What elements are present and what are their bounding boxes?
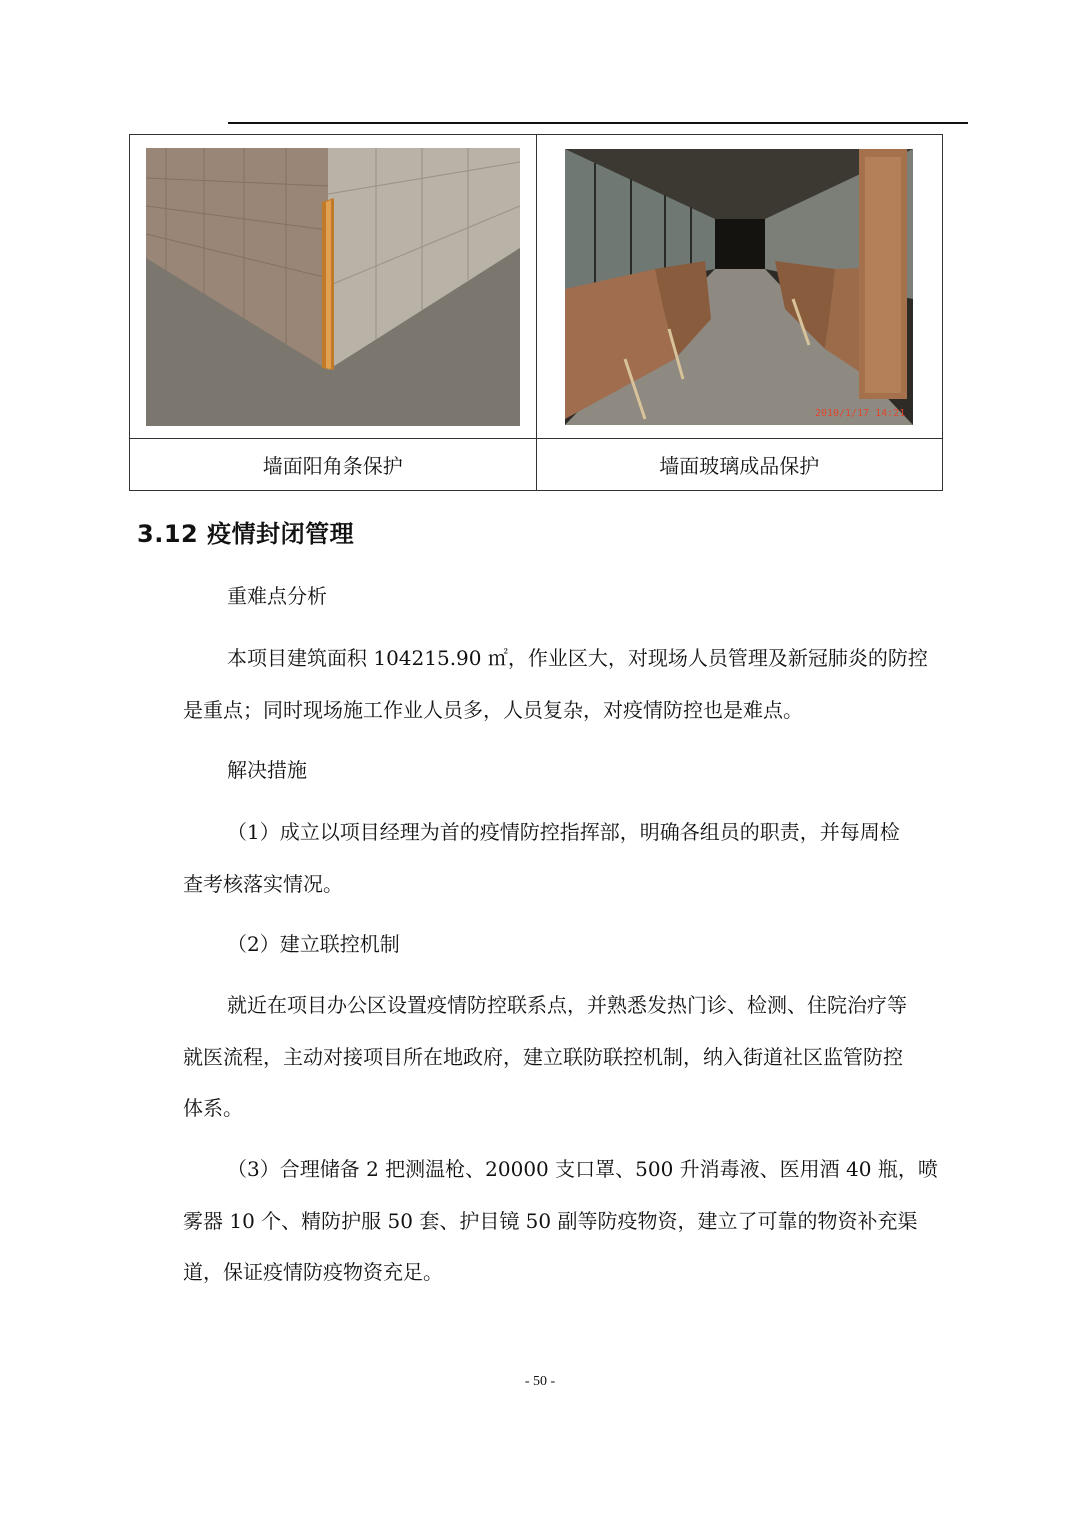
measure-2-heading: （2）建立联控机制: [227, 932, 400, 956]
photo-cell-right: [536, 135, 943, 439]
heading-analysis: 重难点分析: [227, 584, 327, 608]
measure-3-line-2: 雾器 10 个、精防护服 50 套、护目镜 50 副等防疫物资，建立了可靠的物资补充渠: [183, 1209, 918, 1233]
caption-right: 墙面玻璃成品保护: [536, 439, 943, 491]
measure-2-line-3: 体系。: [183, 1096, 243, 1120]
wall-glass-protection-photo: [565, 149, 913, 425]
analysis-line-2: 是重点；同时现场施工作业人员多，人员复杂，对疫情防控也是难点。: [183, 698, 803, 722]
measure-3-line-3: 道，保证疫情防疫物资充足。: [183, 1260, 443, 1284]
photo-date-stamp: 2010/1/17 14:21: [814, 407, 906, 419]
measure-1-line-2: 查考核落实情况。: [183, 872, 343, 896]
page-number: - 50 -: [524, 1374, 556, 1389]
section-title: 3.12 疫情封闭管理: [137, 520, 355, 548]
header-rule: [228, 122, 968, 124]
wall-corner-protection-photo: [146, 148, 520, 426]
measure-2-line-1: 就近在项目办公区设置疫情防控联系点，并熟悉发热门诊、检测、住院治疗等: [227, 993, 907, 1017]
photo-table: [129, 134, 943, 491]
measure-1-line-1: （1）成立以项目经理为首的疫情防控指挥部，明确各组员的职责，并每周检: [227, 820, 900, 844]
photo-cell-left: [130, 135, 537, 439]
analysis-line-1: 本项目建筑面积 104215.90 ㎡，作业区大，对现场人员管理及新冠肺炎的防控: [227, 646, 928, 670]
measure-2-line-2: 就医流程，主动对接项目所在地政府，建立联防联控机制，纳入街道社区监管防控: [183, 1045, 903, 1069]
caption-left: 墙面阳角条保护: [130, 439, 537, 491]
heading-measures: 解决措施: [227, 758, 307, 782]
measure-3-line-1: （3）合理储备 2 把测温枪、20000 支口罩、500 升消毒液、医用酒 40 瓶，喷: [227, 1157, 938, 1181]
